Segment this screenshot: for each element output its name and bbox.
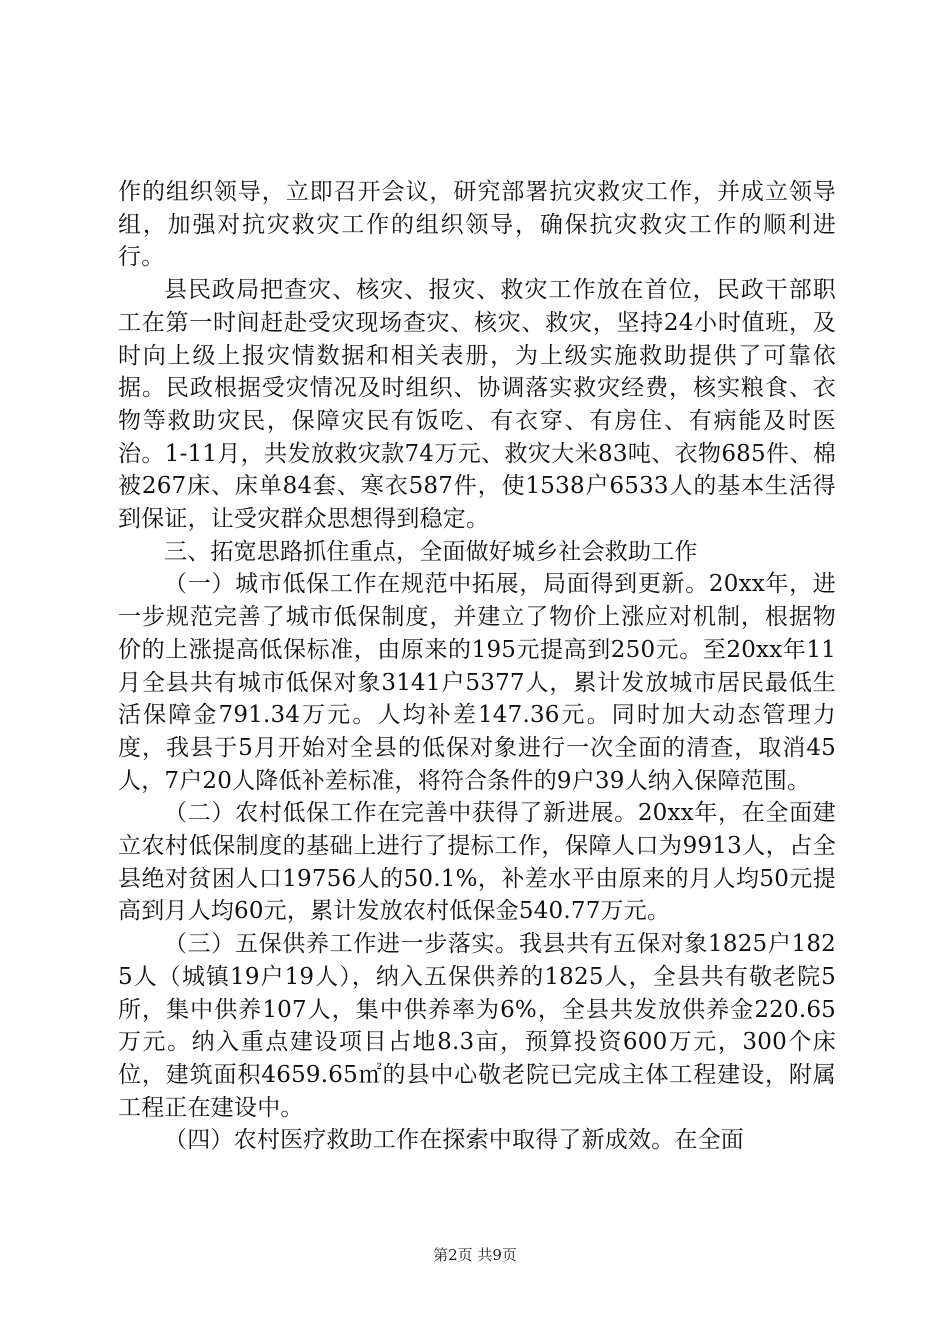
paragraph-five-guarantees: （三）五保供养工作进一步落实。我县共有五保对象1825户1825人（城镇19户19人），纳入五保供养的1825人，全县共有敬老院5所，集中供养107人，集中供养率为6%，全县共发放供养金220.65万元。纳入重点建设项目占地8.3亩，预算投资600万元，300个床位，建筑面积4659.65㎡的县中心敬老院已完成主体工程建设，附属工程正在建设中。 bbox=[118, 931, 836, 1121]
paragraph-rural-medical-aid: （四）农村医疗救助工作在探索中取得了新成效。在全面 bbox=[164, 1127, 744, 1154]
paragraph-rural-minimum-living: （二）农村低保工作在完善中获得了新进展。20xx年，在全面建立农村低保制度的基础上进行了提标工作，保障人口为9913人，占全县绝对贫困人口19756人的50.1%，补差水平由原来的月人均50元提高到月人均60元，累计发放农村低保金540.77万元。 bbox=[118, 800, 836, 925]
paragraph-urban-minimum-living: （一）城市低保工作在规范中拓展，局面得到更新。20xx年，进一步规范完善了城市低保制度，并建立了物价上涨应对机制，根据物价的上涨提高低保标准，由原来的195元提高到250元。至20xx年11月全县共有城市低保对象3141户5377人，累计发放城市居民最低生活保障金791.34万元。人均补差147.36元。同时加大动态管理力度，我县于5月开始对全县的低保对象进行一次全面的清查，取消45人，7户20人降低补差标准，将符合条件的9户39人纳入保障范围。 bbox=[118, 571, 836, 794]
section-heading-social-assistance: 三、拓宽思路抓住重点，全面做好城乡社会救助工作 bbox=[164, 538, 698, 565]
document-body bbox=[118, 176, 836, 1157]
paragraph-continuation: 作的组织领导，立即召开会议，研究部署抗灾救灾工作，并成立领导组，加强对抗灾救灾工作的组织领导，确保抗灾救灾工作的顺利进行。 bbox=[118, 179, 836, 271]
paragraph-disaster-relief: 县民政局把查灾、核灾、报灾、救灾工作放在首位，民政干部职工在第一时间赶赴受灾现场查灾、核灾、救灾，坚持24小时值班，及时向上级上报灾情数据和相关表册，为上级实施救助提供了可靠依据。民政根据受灾情况及时组织、协调落实救灾经费，核实粮食、衣物等救助灾民，保障灾民有饭吃、有衣穿、有房住、有病能及时医治。1-11月，共发放救灾款74万元、救灾大米83吨、衣物685件、棉被267床、床单84套、寒衣587件，使1538户6533人的基本生活得到保证，让受灾群众思想得到稳定。 bbox=[118, 277, 836, 533]
page-footer: 第2页 共9页 bbox=[433, 1246, 517, 1264]
